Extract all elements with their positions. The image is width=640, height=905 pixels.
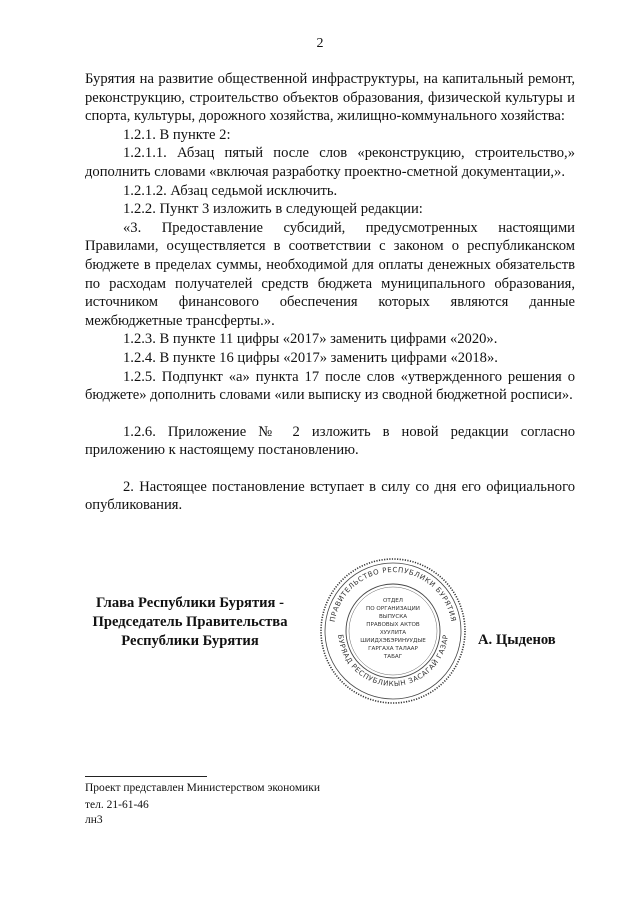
seal-center-line: ШИИДХЭБЭРИНУУДЫЕ — [360, 638, 426, 644]
body-paragraph: 1.2.3. В пункте 11 цифры «2017» заменить цифрами «2020». — [123, 331, 498, 348]
seal-center-line: ТАБАГ — [383, 654, 403, 660]
seal-center-line: ВЫПУСКА — [378, 614, 408, 620]
footnote-project-line: Проект представлен Министерством экономики — [85, 782, 321, 794]
signatory-title-line: Председатель Правительства — [92, 614, 288, 630]
signatory-title-line: Глава Республики Бурятия - — [96, 595, 284, 611]
seal-ring-top: ПРАВИТЕЛЬСТВО РЕСПУБЛИКИ БУРЯТИЯ — [328, 565, 458, 623]
footnote — [85, 780, 320, 814]
body-paragraph: 1.2.5. Подпункт «а» пункта 17 после слов «утвержденного решения о бюджете» дополнить словами «или выписку из сводной бюджетной росписи». — [85, 368, 575, 404]
body-paragraph: 2. Настоящее постановление вступает в силу со дня его официального опубликования. — [85, 478, 575, 514]
body-paragraph: Бурятия на развитие общественной инфраструктуры, на капитальный ремонт, реконструкцию, строительство объектов образования, физической культуры и спорта, культуры, дорожного хозяйства, жилищно-коммунального хозяйства: — [85, 71, 575, 125]
signatory-title-line: Республики Бурятия — [121, 633, 259, 649]
body-paragraph: 1.2.1.1. Абзац пятый после слов «реконструкцию, строительство,» дополнить словами «включая разработку проектно-сметной документации,». — [85, 145, 575, 180]
seal-center-line: ПРАВОВЫХ АКТОВ — [366, 622, 420, 628]
official-seal — [318, 556, 468, 706]
footnote-phone-line: тел. 21-61-46 — [85, 799, 149, 811]
body-paragraph: 1.2.1.2. Абзац седьмой исключить. — [123, 182, 338, 199]
signatory-name: А. Цыденов — [478, 632, 556, 648]
body-paragraph: 1.2.1. В пункте 2: — [123, 126, 231, 143]
seal-ring-bottom: БУРЯАД РЕСПУБЛИКЫН ЗАСАГАЙ ГАЗАР — [336, 633, 450, 689]
body-paragraph: «3. Предоставление субсидий, предусмотренных настоящими Правилами, осуществляется в соответствии с законом о республиканском бюджете в пределах суммы, необходимой для оплаты денежных обязательств по расходам получателей средств бюджета муниципального образования, источником финансового обеспечения которых являются данные межбюджетные трансферты.». — [85, 219, 575, 329]
body-paragraph: 1.2.4. В пункте 16 цифры «2017» заменить цифрами «2018». — [123, 349, 498, 366]
seal-center-line: ПО ОРГАНИЗАЦИИ — [366, 606, 420, 612]
seal-center-line: ОТДЕЛ — [383, 598, 403, 604]
seal-center-line: ГАРГАХА ТАЛААР — [368, 646, 418, 652]
seal-center-line: ХУУЛИТА — [379, 630, 407, 636]
body-paragraph: 1.2.6. Приложение № 2 изложить в новой редакции согласно приложению к настоящему постановлению. — [85, 423, 575, 459]
document-body — [85, 70, 575, 515]
body-paragraph: 1.2.2. Пункт 3 изложить в следующей редакции: — [123, 201, 423, 218]
footnote-divider — [85, 776, 207, 777]
page-number: 2 — [316, 36, 324, 51]
signatory-title — [85, 594, 295, 651]
executor-initials: лн3 — [85, 814, 103, 826]
